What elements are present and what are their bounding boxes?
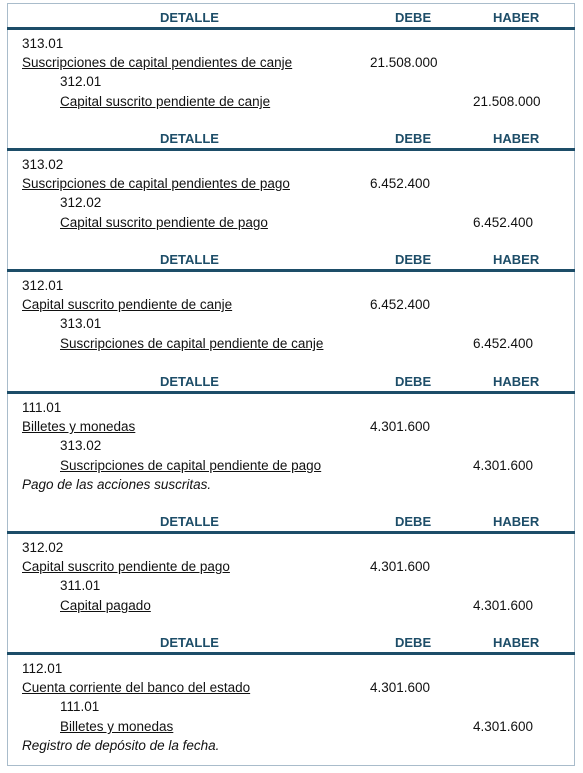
- credit-code: 312.01: [60, 74, 102, 89]
- header-debe: DEBE: [395, 374, 432, 389]
- debit-account: Capital suscrito pendiente de pago: [22, 559, 230, 574]
- debit-amount: 4.301.600: [370, 680, 431, 695]
- debit-account: Cuenta corriente del banco del estado: [22, 680, 251, 695]
- entry-header: [7, 506, 575, 531]
- header-debe: DEBE: [395, 252, 432, 267]
- debit-amount: 4.301.600: [370, 559, 431, 574]
- entry-header: [7, 2, 575, 27]
- debit-code: 111.01: [22, 400, 62, 415]
- header-haber: HABER: [493, 374, 540, 389]
- header-debe: DEBE: [395, 10, 432, 25]
- header-detalle: DETALLE: [160, 374, 219, 389]
- credit-code: 313.01: [60, 316, 102, 331]
- header-rule: [7, 148, 575, 151]
- header-detalle: DETALLE: [160, 252, 219, 267]
- journal-entry: [7, 366, 575, 492]
- credit-code: 313.02: [60, 438, 102, 453]
- credit-account: Capital suscrito pendiente de pago: [60, 215, 268, 230]
- credit-code: 312.02: [60, 195, 102, 210]
- debit-code: 313.01: [22, 36, 64, 51]
- debit-code: 313.02: [22, 157, 64, 172]
- debit-amount: 21.508.000: [370, 55, 438, 70]
- header-haber: HABER: [493, 10, 540, 25]
- credit-amount: 6.452.400: [473, 336, 534, 351]
- credit-amount: 4.301.600: [473, 719, 534, 734]
- credit-code: 311.01: [60, 578, 101, 593]
- entry-header: [7, 244, 575, 269]
- header-haber: HABER: [493, 131, 540, 146]
- credit-amount: 6.452.400: [473, 215, 534, 230]
- credit-amount: 4.301.600: [473, 598, 534, 613]
- header-detalle: DETALLE: [160, 635, 219, 650]
- debit-amount: 6.452.400: [370, 176, 431, 191]
- journal-entry: [7, 123, 575, 230]
- header-haber: HABER: [493, 252, 540, 267]
- header-debe: DEBE: [395, 131, 432, 146]
- credit-account: Suscripciones de capital pendiente de pago: [60, 458, 322, 473]
- journal-entry: [7, 627, 575, 753]
- header-detalle: DETALLE: [160, 514, 219, 529]
- credit-account: Suscripciones de capital pendiente de canje: [60, 336, 324, 351]
- credit-code: 111.01: [60, 699, 100, 714]
- debit-account: Suscripciones de capital pendientes de pago: [22, 176, 290, 191]
- header-haber: HABER: [493, 635, 540, 650]
- header-rule: [7, 531, 575, 534]
- header-detalle: DETALLE: [160, 131, 219, 146]
- debit-amount: 6.452.400: [370, 297, 431, 312]
- journal-entry: [7, 506, 575, 613]
- entry-header: [7, 366, 575, 391]
- credit-amount: 4.301.600: [473, 458, 534, 473]
- debit-code: 312.02: [22, 540, 64, 555]
- entry-header: [7, 123, 575, 148]
- entry-header: [7, 627, 575, 652]
- debit-amount: 4.301.600: [370, 419, 431, 434]
- entry-note: Pago de las acciones suscritas.: [22, 477, 212, 492]
- debit-account: Billetes y monedas: [22, 419, 136, 434]
- header-rule: [7, 652, 575, 655]
- header-rule: [7, 391, 575, 394]
- header-rule: [7, 27, 575, 30]
- header-debe: DEBE: [395, 635, 432, 650]
- debit-account: Suscripciones de capital pendientes de canje: [22, 55, 293, 70]
- entry-note: Registro de depósito de la fecha.: [22, 738, 220, 753]
- credit-account: Capital suscrito pendiente de canje: [60, 94, 271, 109]
- debit-code: 112.01: [22, 661, 63, 676]
- header-detalle: DETALLE: [160, 10, 219, 25]
- header-haber: HABER: [493, 514, 540, 529]
- header-rule: [7, 269, 575, 272]
- debit-code: 312.01: [22, 278, 64, 293]
- journal-entry: [7, 244, 575, 351]
- debit-account: Capital suscrito pendiente de canje: [22, 297, 233, 312]
- credit-account: Capital pagado: [60, 598, 151, 613]
- credit-account: Billetes y monedas: [60, 719, 174, 734]
- header-debe: DEBE: [395, 514, 432, 529]
- journal-entry: [7, 2, 575, 109]
- credit-amount: 21.508.000: [473, 94, 541, 109]
